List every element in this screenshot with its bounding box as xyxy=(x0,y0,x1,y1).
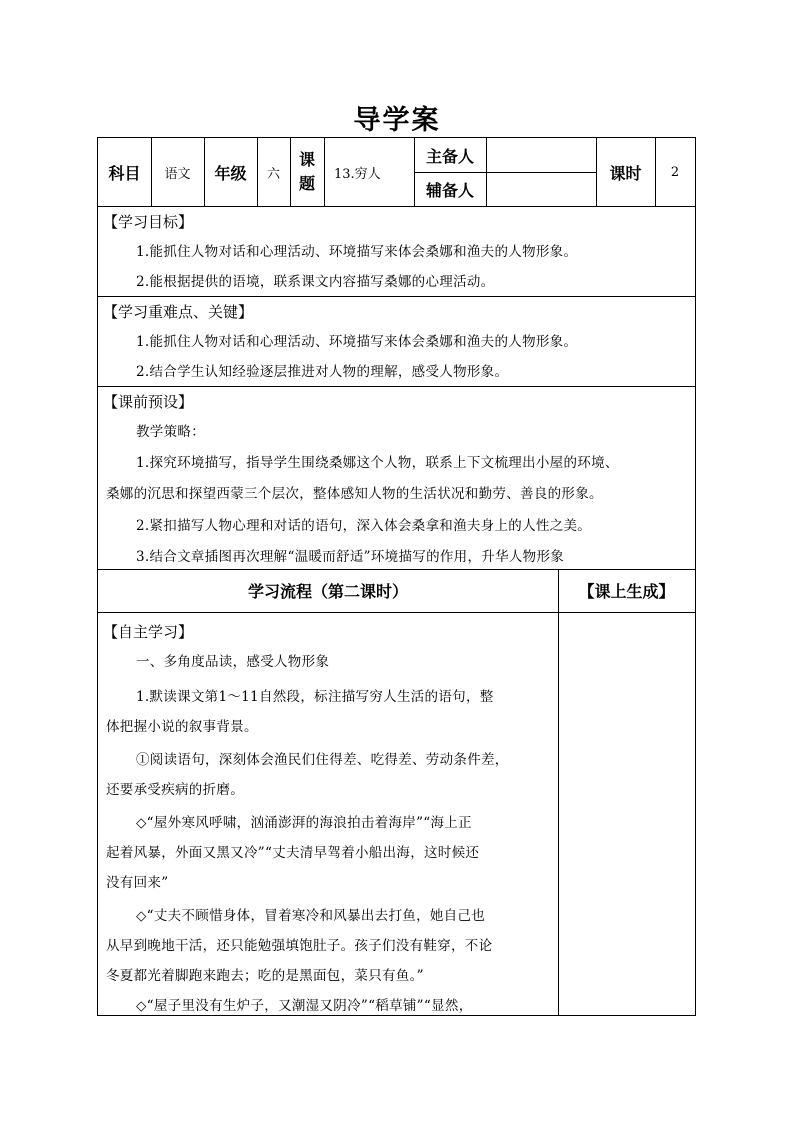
in-class-title: 【课上生成】 xyxy=(578,582,675,601)
flow-line: 没有回来” xyxy=(106,875,169,891)
self-study-title: 【自主学习】 xyxy=(103,623,194,641)
subject-value: 语文 xyxy=(164,166,191,182)
preview-title: 【课前预设】 xyxy=(103,393,194,411)
grade-label: 年级 xyxy=(214,163,247,183)
flow-line: ①阅读语句，深刻体会渔民们住得差、吃得差、劳动条件差， xyxy=(136,752,509,768)
preview-line: 教学策略： xyxy=(136,424,205,440)
preview-line: 桑娜的沉思和探望西蒙三个层次，整体感知人物的生活状况和勤劳、善良的形象。 xyxy=(106,486,603,502)
lesson-plan-table xyxy=(97,137,696,1016)
flow-line: 一、多角度品读，感受人物形象 xyxy=(136,654,330,670)
grade-value: 六 xyxy=(266,166,280,182)
keypoints-bottom-rule xyxy=(98,386,695,387)
assist-preparer-label: 辅备人 xyxy=(425,181,474,200)
objectives-bottom-rule xyxy=(98,296,695,297)
header-bottom-rule xyxy=(98,206,695,207)
preview-line: 3.结合文章插图再次理解“温暖而舒适”环境描写的作用，升华人物形象 xyxy=(136,549,565,565)
document-title: 导学案 xyxy=(353,105,441,136)
subject-label: 科目 xyxy=(108,163,141,183)
flow-line: ◇“丈夫不顾惜身体，冒着寒冷和风暴出去打鱼，她自己也 xyxy=(136,908,486,924)
flow-header-bottom-rule xyxy=(98,612,695,613)
flow-line: 起着风暴，外面又黑又冷”“丈夫清早驾着小船出海，这时候还 xyxy=(106,845,480,861)
flow-col-rule xyxy=(558,569,559,1015)
objectives-title: 【学习目标】 xyxy=(103,213,194,231)
lesson-label-line1: 课 xyxy=(298,150,315,169)
flow-line: 从早到晚地干活，还只能勉强填饱肚子。孩子们没有鞋穿，不论 xyxy=(106,938,493,954)
flow-line: ◇“屋外寒风呼啸，汹涌澎湃的海浪拍击着海岸”“海上正 xyxy=(136,815,472,831)
flow-line: 体把握小说的叙事背景。 xyxy=(106,719,258,735)
keypoints-title: 【学习重难点、关键】 xyxy=(103,303,254,321)
preview-line: 1.探究环境描写，指导学生围绕桑娜这个人物，联系上下文梳理出小屋的环境、 xyxy=(136,455,619,471)
lesson-label-line2: 题 xyxy=(298,174,315,193)
period-value: 2 xyxy=(670,164,680,180)
main-preparer-value xyxy=(486,138,596,172)
preview-bottom-rule xyxy=(98,569,695,570)
flow-line: 还要承受疾病的折磨。 xyxy=(106,782,244,798)
assist-preparer-value xyxy=(486,173,596,206)
flow-line: 1.默读课文第1～11自然段，标注描写穷人生活的语句，整 xyxy=(136,689,494,705)
lesson-label xyxy=(290,138,324,206)
objective-item: 1.能抓住人物对话和心理活动、环境描写来体会桑娜和渔夫的人物形象。 xyxy=(136,244,578,260)
flow-line: 冬夏都光着脚跑来跑去；吃的是黑面包，菜只有鱼。” xyxy=(106,968,424,984)
period-label: 课时 xyxy=(609,163,642,183)
flow-title: 学习流程（第二课时） xyxy=(247,582,408,601)
keypoint-item: 1.能抓住人物对话和心理活动、环境描写来体会桑娜和渔夫的人物形象。 xyxy=(136,334,578,350)
flow-line: ◇“屋子里没有生炉子，又潮湿又阴冷”“稻草铺”“显然， xyxy=(136,998,473,1014)
lesson-value: 13.穷人 xyxy=(334,166,381,182)
keypoint-item: 2.结合学生认知经验逐层推进对人物的理解，感受人物形象。 xyxy=(136,364,509,380)
objective-item: 2.能根据提供的语境，联系课文内容描写桑娜的心理活动。 xyxy=(136,274,495,290)
main-preparer-label: 主备人 xyxy=(425,146,474,166)
preview-line: 2.紧扣描写人物心理和对话的语句，深入体会桑拿和渔夫身上的人性之美。 xyxy=(136,518,592,534)
